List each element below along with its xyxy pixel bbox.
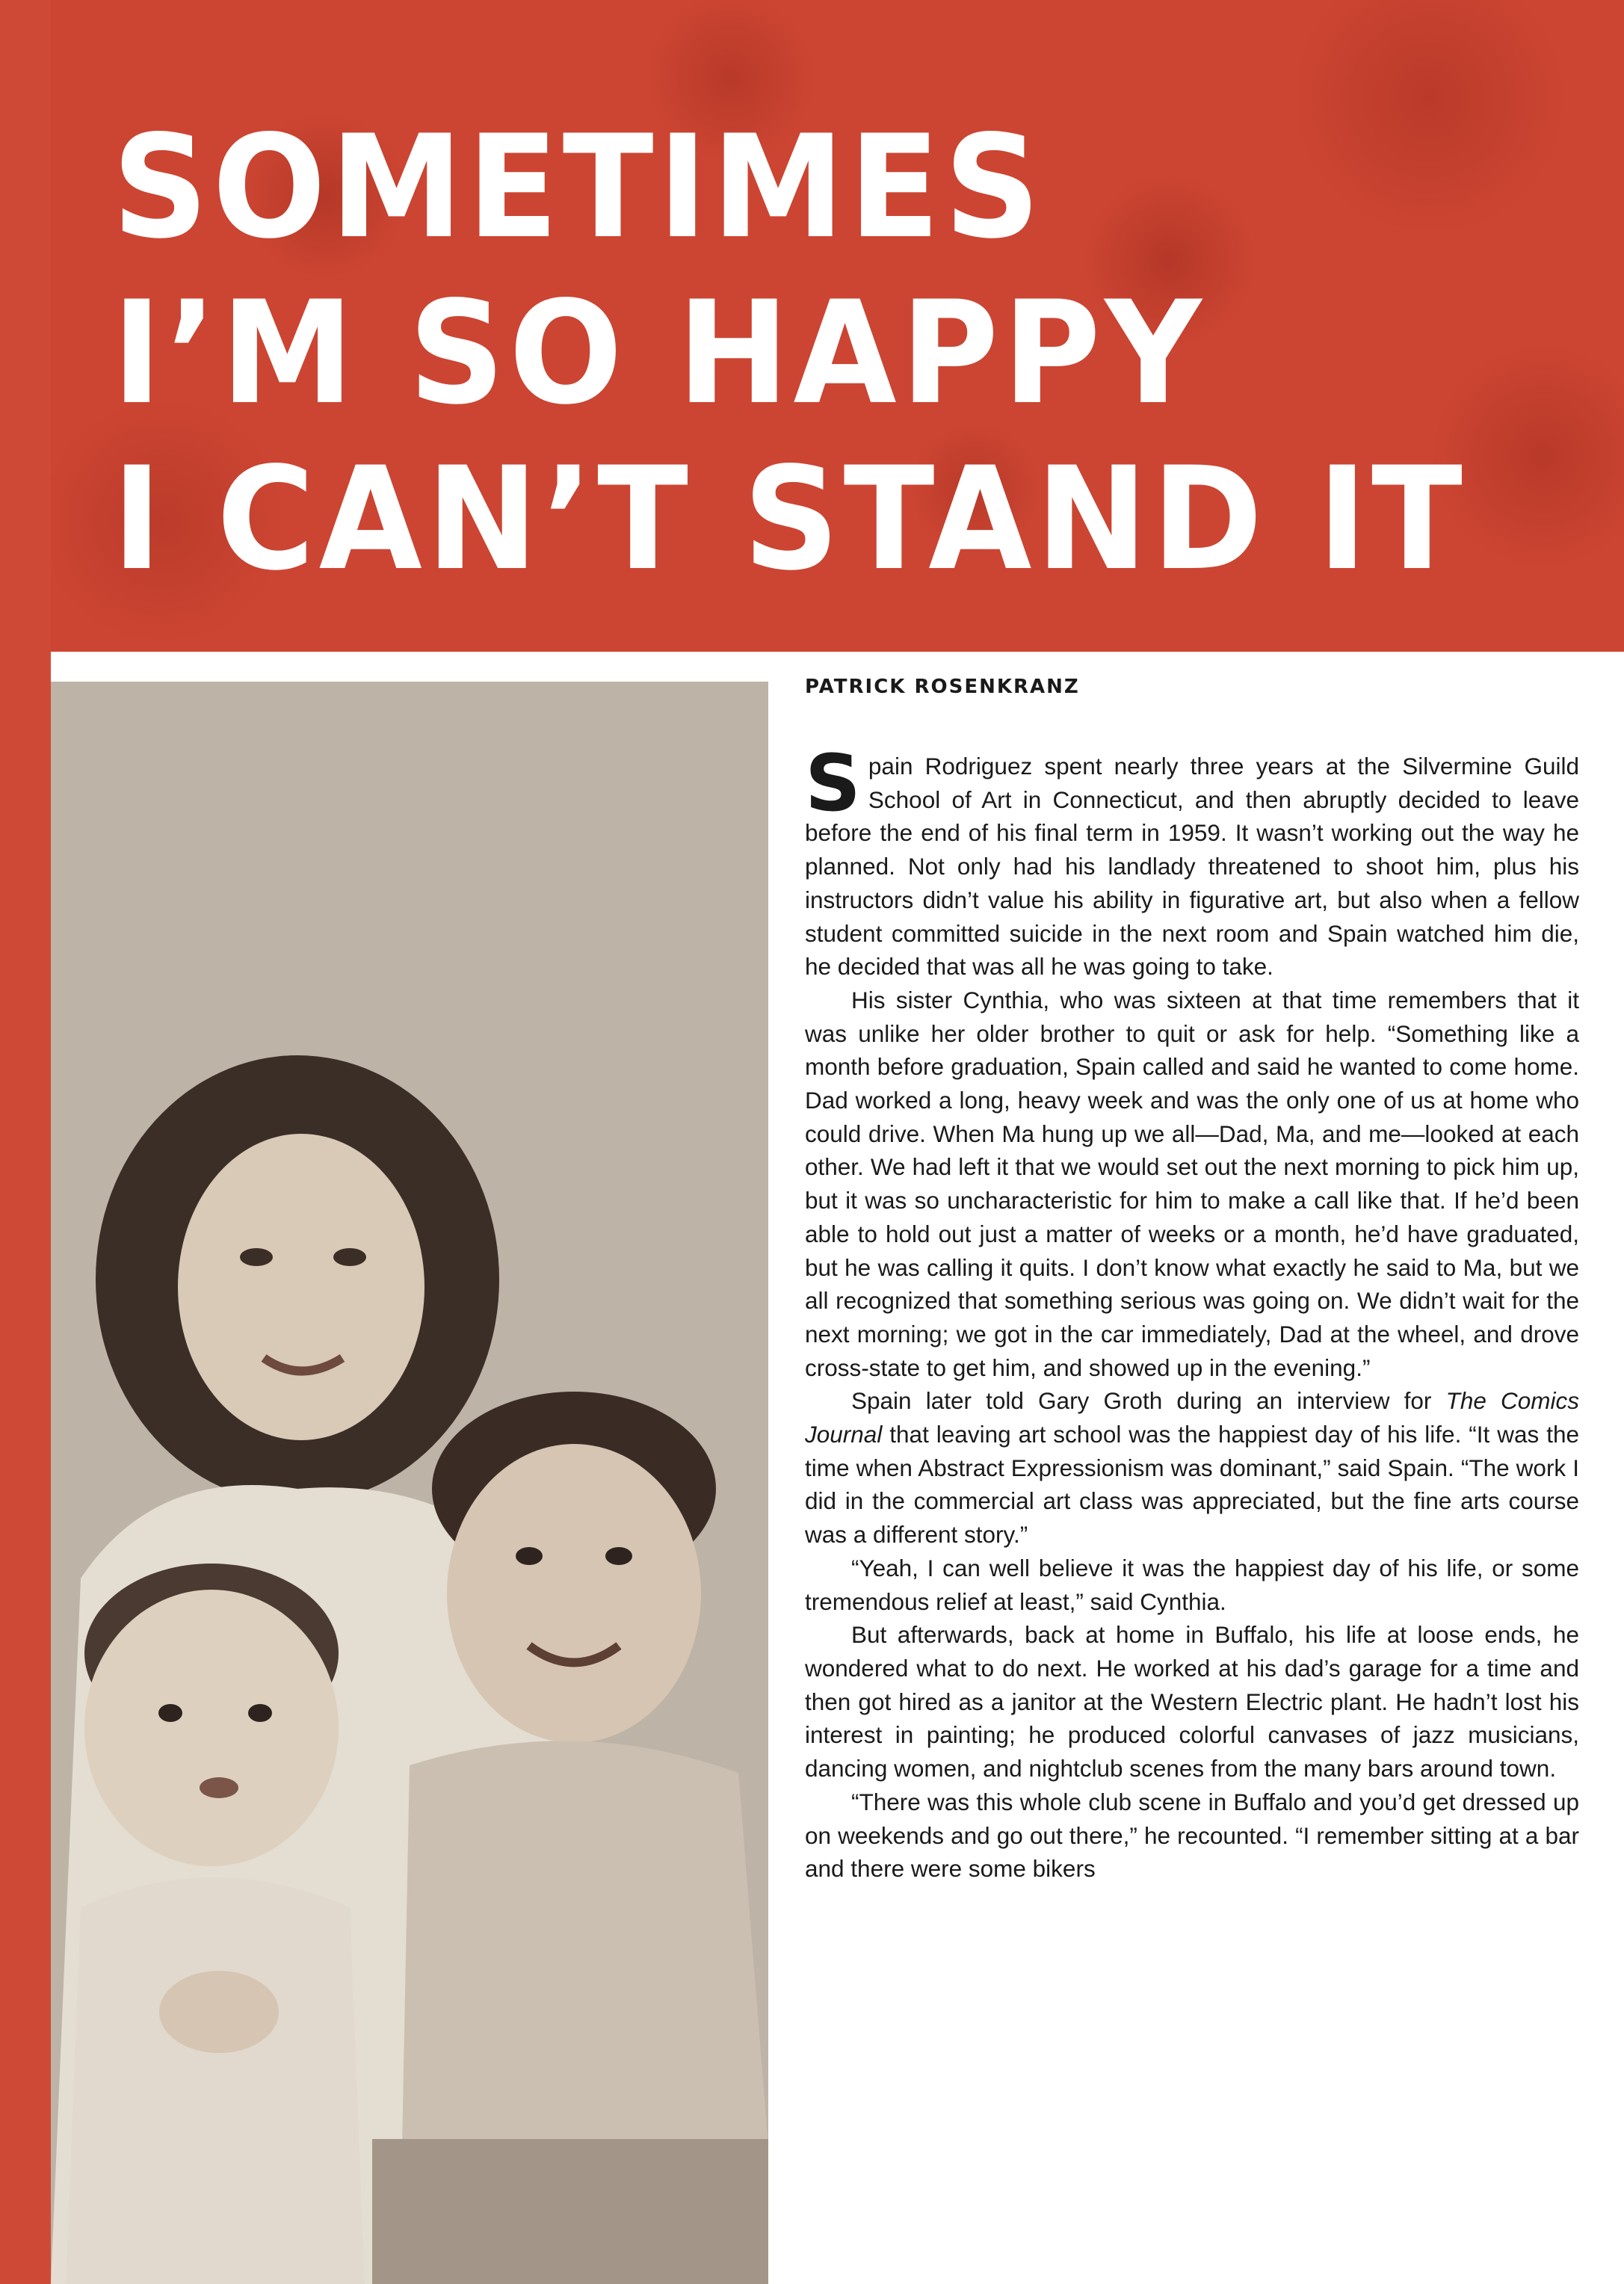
toddler-face xyxy=(84,1590,339,1866)
paragraph-6: “There was this whole club scene in Buffalo and you’d get dressed up on weekends and go out there,” he recounted. “I remember sitting at a bar and there were some bikers xyxy=(805,1788,1579,1883)
paragraph-2: His sister Cynthia, who was sixteen at that time remembers that it was unlike her older brother to quit or ask for help. “Something like a month before graduation, Spain called and said he wanted to come home. Dad worked a long, heavy week and was the only one of us at home who could drive. When Ma hung up we all—Dad, Ma, and me—looked at each other. We had left it that we would set out the next morning to pick him up, but it was so uncharacteristic for him to make a call like that. If he’d been able to hold out just a matter of weeks or a month, he’d have graduated, but he was calling it quits. I don’t know what exactly he said to Ma, but we all recognized that something serious was going on. We didn’t wait for the next morning; we got in the car immediately, Dad at the wheel, and drove cross-state to get him, and showed up in the evening.” xyxy=(805,986,1579,1381)
paragraph-4: “Yeah, I can well believe it was the happiest day of his life, or some tremendous relief at least,” said Cynthia. xyxy=(805,1554,1579,1615)
portrait-illustration xyxy=(51,682,768,2284)
boy-checkered-pants xyxy=(372,2139,768,2284)
title-line-1: SOMETIMES xyxy=(112,105,1045,270)
family-portrait-photo xyxy=(51,682,768,2284)
left-accent-bar xyxy=(0,0,51,2284)
page-title xyxy=(112,105,1466,602)
paragraph-3: Spain later told Gary Groth during an interview for The Comics Journal that leaving art school was the happiest day of his life. “It was the time when Abstract Expressionism was dominant,” said Spain. “The work I did in the commercial art class was appreciated, but the fine arts course was a different story.” xyxy=(805,1387,1580,1549)
toddler-hands xyxy=(159,1971,279,2053)
boy-shirt xyxy=(402,1741,768,2146)
toddler-outfit xyxy=(66,1877,365,2284)
paragraph-5: But afterwards, back at home in Buffalo, his life at loose ends, he wondered what to do next. He worked at his dad’s garage for a time and then got hired as a janitor at the Western Electric plant. He hadn’t lost his interest in painting; he produced colorful canvases of jazz musicians, dancing women, and nightclub scenes from the many bars around town. xyxy=(805,1621,1579,1783)
title-line-2: I’M SO HAPPY xyxy=(112,271,1206,436)
drop-cap: S xyxy=(805,738,861,829)
title-line-3: I CAN’T STAND IT xyxy=(112,436,1467,602)
boy-face xyxy=(447,1444,701,1743)
paragraph-1: Spain Rodriguez spent nearly three years at the Silvermine Guild School of Art in Connecticut, and then abruptly decided to leave before the end of his final term in 1959. It wasn’t working out the way he planned. Not only had his landlady threatened to shoot him, plus his instructors didn’t value his ability in figurative art, but also when a fellow student committed suicide in the next room and Spain watched him die, he decided that was all he was going to take. xyxy=(805,738,1579,981)
publication-title: The Comics Journal xyxy=(805,1387,1580,1448)
article-body xyxy=(805,738,1580,1886)
author-byline: PATRICK ROSENKRANZ xyxy=(805,676,1080,698)
mother-face xyxy=(178,1134,424,1440)
